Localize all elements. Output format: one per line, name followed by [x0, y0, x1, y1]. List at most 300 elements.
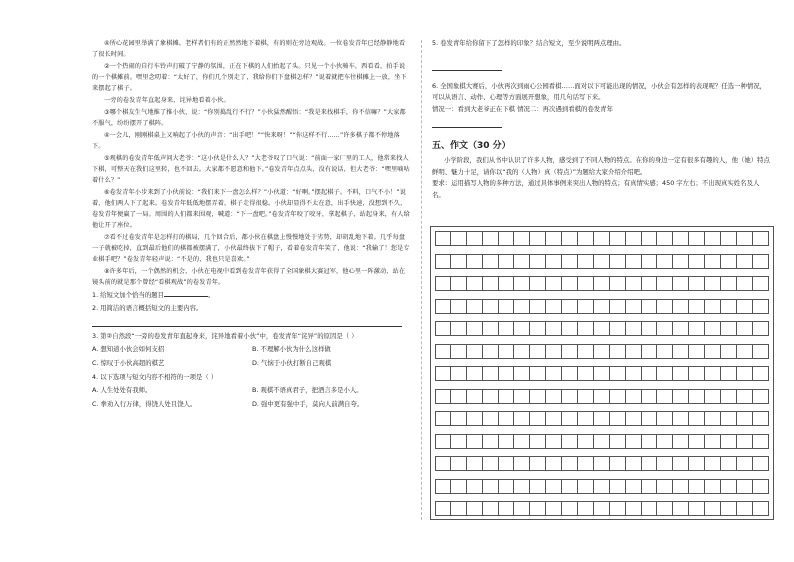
grid-cell[interactable] — [530, 411, 546, 426]
grid-cell[interactable] — [689, 344, 705, 359]
grid-cell[interactable] — [546, 456, 562, 471]
grid-cell[interactable] — [610, 434, 626, 449]
grid-cell[interactable] — [546, 501, 562, 516]
grid-row — [435, 501, 769, 516]
grid-cell[interactable] — [642, 434, 658, 449]
grid-cell[interactable] — [578, 434, 594, 449]
grid-cell[interactable] — [514, 479, 530, 494]
grid-cell[interactable] — [737, 254, 753, 269]
option-c[interactable]: C. 拳劝入行万律，得饶人处且饶人。 — [92, 400, 197, 409]
grid-cell[interactable] — [467, 389, 483, 404]
grid-cell[interactable] — [467, 366, 483, 381]
grid-cell[interactable] — [546, 321, 562, 336]
grid-cell[interactable] — [594, 321, 610, 336]
grid-cell[interactable] — [657, 389, 673, 404]
grid-cell[interactable] — [705, 366, 721, 381]
grid-cell[interactable] — [451, 344, 467, 359]
grid-cell[interactable] — [483, 321, 499, 336]
grid-cell[interactable] — [562, 276, 578, 291]
grid-cell[interactable] — [483, 411, 499, 426]
grid-cell[interactable] — [737, 321, 753, 336]
grid-cell[interactable] — [499, 299, 515, 314]
grid-cell[interactable] — [435, 411, 451, 426]
grid-cell[interactable] — [753, 389, 769, 404]
grid-cell[interactable] — [451, 411, 467, 426]
answer-line[interactable] — [432, 117, 502, 128]
grid-cell[interactable] — [626, 479, 642, 494]
grid-cell[interactable] — [562, 231, 578, 246]
grid-cell[interactable] — [737, 501, 753, 516]
grid-cell[interactable] — [626, 456, 642, 471]
grid-cell[interactable] — [626, 434, 642, 449]
grid-cell[interactable] — [483, 299, 499, 314]
option-d[interactable]: D. 气恼于小伙打断自己观棋 — [252, 359, 332, 368]
grid-cell[interactable] — [546, 276, 562, 291]
option-c[interactable]: C. 惊叹于小伙高超的棋艺 — [92, 359, 165, 368]
grid-row — [435, 321, 769, 336]
grid-cell[interactable] — [435, 344, 451, 359]
grid-cell[interactable] — [673, 456, 689, 471]
grid-cell[interactable] — [499, 321, 515, 336]
grid-cell[interactable] — [562, 299, 578, 314]
grid-cell[interactable] — [737, 344, 753, 359]
grid-cell[interactable] — [721, 389, 737, 404]
grid-cell[interactable] — [499, 366, 515, 381]
grid-cell[interactable] — [499, 456, 515, 471]
grid-cell[interactable] — [499, 276, 515, 291]
grid-cell[interactable] — [642, 276, 658, 291]
grid-cell[interactable] — [721, 254, 737, 269]
question-1-text: 1. 给短文加个恰当的题目 — [92, 291, 165, 300]
grid-row — [435, 411, 769, 426]
grid-cell[interactable] — [467, 434, 483, 449]
grid-cell[interactable] — [753, 321, 769, 336]
grid-cell[interactable] — [610, 276, 626, 291]
grid-cell[interactable] — [626, 254, 642, 269]
grid-cell[interactable] — [483, 456, 499, 471]
grid-cell[interactable] — [435, 254, 451, 269]
grid-cell[interactable] — [657, 254, 673, 269]
grid-cell[interactable] — [737, 411, 753, 426]
grid-cell[interactable] — [610, 321, 626, 336]
grid-cell[interactable] — [626, 231, 642, 246]
grid-cell[interactable] — [673, 299, 689, 314]
grid-cell[interactable] — [451, 321, 467, 336]
grid-cell[interactable] — [737, 389, 753, 404]
grid-cell[interactable] — [530, 231, 546, 246]
grid-cell[interactable] — [626, 321, 642, 336]
grid-cell[interactable] — [451, 501, 467, 516]
grid-cell[interactable] — [499, 389, 515, 404]
grid-cell[interactable] — [737, 276, 753, 291]
grid-cell[interactable] — [689, 501, 705, 516]
answer-blank[interactable] — [164, 290, 208, 297]
grid-cell[interactable] — [594, 434, 610, 449]
option-d[interactable]: D. 强中更有强中手，莫向人前满自夸。 — [252, 400, 364, 409]
grid-cell[interactable] — [610, 411, 626, 426]
grid-cell[interactable] — [530, 344, 546, 359]
grid-cell[interactable] — [673, 434, 689, 449]
grid-cell[interactable] — [705, 299, 721, 314]
grid-cell[interactable] — [737, 456, 753, 471]
grid-cell[interactable] — [530, 321, 546, 336]
grid-cell[interactable] — [673, 321, 689, 336]
grid-cell[interactable] — [546, 434, 562, 449]
grid-cell[interactable] — [673, 501, 689, 516]
grid-cell[interactable] — [451, 389, 467, 404]
grid-cell[interactable] — [657, 276, 673, 291]
grid-cell[interactable] — [467, 501, 483, 516]
grid-cell[interactable] — [642, 456, 658, 471]
grid-cell[interactable] — [451, 276, 467, 291]
grid-cell[interactable] — [753, 434, 769, 449]
grid-cell[interactable] — [753, 411, 769, 426]
grid-cell[interactable] — [499, 501, 515, 516]
grid-cell[interactable] — [705, 344, 721, 359]
grid-cell[interactable] — [689, 276, 705, 291]
grid-cell[interactable] — [610, 299, 626, 314]
grid-cell[interactable] — [705, 501, 721, 516]
grid-cell[interactable] — [642, 299, 658, 314]
grid-cell[interactable] — [594, 411, 610, 426]
grid-cell[interactable] — [514, 254, 530, 269]
grid-cell[interactable] — [626, 501, 642, 516]
grid-cell[interactable] — [514, 344, 530, 359]
grid-cell[interactable] — [753, 231, 769, 246]
grid-cell[interactable] — [673, 344, 689, 359]
grid-cell[interactable] — [642, 389, 658, 404]
grid-cell[interactable] — [673, 231, 689, 246]
grid-cell[interactable] — [578, 501, 594, 516]
grid-cell[interactable] — [705, 254, 721, 269]
grid-cell[interactable] — [673, 389, 689, 404]
grid-cell[interactable] — [483, 254, 499, 269]
grid-cell[interactable] — [467, 276, 483, 291]
grid-cell[interactable] — [546, 299, 562, 314]
grid-cell[interactable] — [514, 299, 530, 314]
grid-cell[interactable] — [514, 411, 530, 426]
grid-row — [435, 434, 769, 449]
grid-cell[interactable] — [610, 231, 626, 246]
grid-cell[interactable] — [705, 411, 721, 426]
grid-row — [435, 479, 769, 494]
grid-cell[interactable] — [673, 479, 689, 494]
grid-cell[interactable] — [451, 434, 467, 449]
grid-cell[interactable] — [657, 434, 673, 449]
grid-cell[interactable] — [673, 366, 689, 381]
grid-cell[interactable] — [467, 321, 483, 336]
grid-cell[interactable] — [689, 456, 705, 471]
grid-cell[interactable] — [642, 411, 658, 426]
grid-cell[interactable] — [610, 501, 626, 516]
grid-cell[interactable] — [642, 231, 658, 246]
grid-cell[interactable] — [642, 479, 658, 494]
grid-cell[interactable] — [594, 456, 610, 471]
grid-cell[interactable] — [562, 501, 578, 516]
grid-cell[interactable] — [451, 456, 467, 471]
grid-row — [435, 456, 769, 471]
grid-cell[interactable] — [435, 276, 451, 291]
grid-cell[interactable] — [594, 231, 610, 246]
grid-cell[interactable] — [610, 389, 626, 404]
grid-cell[interactable] — [514, 434, 530, 449]
grid-cell[interactable] — [499, 479, 515, 494]
grid-cell[interactable] — [705, 389, 721, 404]
essay-grid[interactable] — [430, 226, 774, 520]
grid-cell[interactable] — [657, 299, 673, 314]
grid-cell[interactable] — [514, 389, 530, 404]
grid-cell[interactable] — [578, 276, 594, 291]
grid-cell[interactable] — [594, 276, 610, 291]
grid-cell[interactable] — [514, 456, 530, 471]
grid-cell[interactable] — [737, 434, 753, 449]
grid-cell[interactable] — [626, 276, 642, 291]
grid-cell[interactable] — [626, 389, 642, 404]
grid-cell[interactable] — [594, 501, 610, 516]
grid-cell[interactable] — [642, 366, 658, 381]
option-a[interactable]: A. 人生处处有我师。 — [92, 386, 152, 395]
grid-cell[interactable] — [451, 299, 467, 314]
grid-cell[interactable] — [514, 276, 530, 291]
grid-cell[interactable] — [530, 389, 546, 404]
grid-cell[interactable] — [546, 344, 562, 359]
grid-cell[interactable] — [530, 479, 546, 494]
grid-cell[interactable] — [753, 344, 769, 359]
grid-cell[interactable] — [578, 366, 594, 381]
grid-cell[interactable] — [467, 254, 483, 269]
grid-cell[interactable] — [530, 299, 546, 314]
grid-cell[interactable] — [546, 389, 562, 404]
grid-cell[interactable] — [530, 366, 546, 381]
question-4-options — [92, 383, 410, 411]
grid-cell[interactable] — [594, 479, 610, 494]
grid-cell[interactable] — [467, 231, 483, 246]
grid-cell[interactable] — [467, 411, 483, 426]
grid-cell[interactable] — [483, 344, 499, 359]
option-b[interactable]: B. 观棋不语真君子，把酒言多是小人。 — [252, 386, 363, 395]
grid-cell[interactable] — [514, 231, 530, 246]
grid-cell[interactable] — [499, 434, 515, 449]
grid-cell[interactable] — [657, 456, 673, 471]
grid-cell[interactable] — [435, 389, 451, 404]
grid-cell[interactable] — [610, 456, 626, 471]
grid-cell[interactable] — [626, 299, 642, 314]
grid-cell[interactable] — [721, 276, 737, 291]
grid-cell[interactable] — [721, 344, 737, 359]
grid-cell[interactable] — [578, 411, 594, 426]
grid-cell[interactable] — [435, 366, 451, 381]
grid-cell[interactable] — [435, 321, 451, 336]
grid-cell[interactable] — [753, 501, 769, 516]
grid-cell[interactable] — [657, 231, 673, 246]
grid-cell[interactable] — [610, 344, 626, 359]
grid-cell[interactable] — [467, 479, 483, 494]
grid-cell[interactable] — [673, 276, 689, 291]
grid-cell[interactable] — [467, 456, 483, 471]
grid-cell[interactable] — [657, 411, 673, 426]
grid-cell[interactable] — [499, 344, 515, 359]
grid-cell[interactable] — [705, 456, 721, 471]
grid-cell[interactable] — [657, 321, 673, 336]
grid-cell[interactable] — [435, 231, 451, 246]
grid-cell[interactable] — [626, 411, 642, 426]
question-2-text: 2. 用简洁的语言概括短文的主要内容。 — [92, 304, 203, 313]
grid-cell[interactable] — [546, 254, 562, 269]
grid-cell[interactable] — [753, 479, 769, 494]
grid-cell[interactable] — [483, 434, 499, 449]
grid-cell[interactable] — [562, 479, 578, 494]
grid-cell[interactable] — [594, 389, 610, 404]
grid-cell[interactable] — [467, 299, 483, 314]
grid-cell[interactable] — [673, 411, 689, 426]
reading-column — [92, 38, 410, 411]
grid-cell[interactable] — [737, 299, 753, 314]
grid-row — [435, 389, 769, 404]
grid-cell[interactable] — [610, 254, 626, 269]
grid-cell[interactable] — [562, 321, 578, 336]
grid-cell[interactable] — [721, 321, 737, 336]
grid-cell[interactable] — [642, 254, 658, 269]
option-b[interactable]: B. 不理解小伙为什么这样做 — [252, 345, 331, 354]
grid-cell[interactable] — [530, 456, 546, 471]
passage-paragraph: 一旁的卷发青年直起身来，诧异地看着小伙。 — [104, 97, 230, 105]
grid-cell[interactable] — [721, 501, 737, 516]
grid-cell[interactable] — [657, 501, 673, 516]
grid-row — [435, 344, 769, 359]
grid-cell[interactable] — [689, 231, 705, 246]
grid-cell[interactable] — [642, 344, 658, 359]
grid-cell[interactable] — [721, 299, 737, 314]
grid-cell[interactable] — [546, 366, 562, 381]
grid-cell[interactable] — [689, 254, 705, 269]
grid-cell[interactable] — [483, 366, 499, 381]
grid-cell[interactable] — [562, 344, 578, 359]
grid-cell[interactable] — [721, 366, 737, 381]
grid-cell[interactable] — [721, 456, 737, 471]
grid-cell[interactable] — [483, 389, 499, 404]
passage-paragraph: ②一个热闹的自行车铃声打破了宁静的氛围，正在下棋的人们抬起了头。只见一个小伙骑车，西看看，拍手说的一个棋摊前。嘿里念叨着：“太好了，你们几个别走了，我给你们下盘棋怎样？”说着就把车往棋摊上一放，坐下来摆起了棋子。 — [92, 62, 407, 93]
grid-cell[interactable] — [562, 366, 578, 381]
grid-cell[interactable] — [467, 344, 483, 359]
grid-cell[interactable] — [483, 479, 499, 494]
grid-cell[interactable] — [705, 276, 721, 291]
grid-cell[interactable] — [483, 231, 499, 246]
grid-cell[interactable] — [705, 231, 721, 246]
grid-cell[interactable] — [562, 389, 578, 404]
grid-cell[interactable] — [626, 344, 642, 359]
grid-cell[interactable] — [657, 479, 673, 494]
grid-cell[interactable] — [689, 434, 705, 449]
grid-cell[interactable] — [451, 254, 467, 269]
grid-cell[interactable] — [578, 254, 594, 269]
grid-cell[interactable] — [483, 501, 499, 516]
grid-cell[interactable] — [705, 434, 721, 449]
grid-cell[interactable] — [689, 321, 705, 336]
grid-cell[interactable] — [689, 389, 705, 404]
grid-cell[interactable] — [578, 321, 594, 336]
grid-cell[interactable] — [753, 276, 769, 291]
grid-cell[interactable] — [673, 254, 689, 269]
grid-cell[interactable] — [435, 434, 451, 449]
grid-cell[interactable] — [530, 434, 546, 449]
grid-cell[interactable] — [689, 299, 705, 314]
answer-line[interactable] — [92, 316, 402, 327]
grid-cell[interactable] — [753, 254, 769, 269]
grid-cell[interactable] — [737, 479, 753, 494]
grid-cell[interactable] — [705, 321, 721, 336]
grid-cell[interactable] — [657, 344, 673, 359]
grid-cell[interactable] — [721, 411, 737, 426]
grid-cell[interactable] — [642, 501, 658, 516]
grid-cell[interactable] — [546, 411, 562, 426]
grid-cell[interactable] — [626, 366, 642, 381]
answer-line[interactable] — [432, 60, 502, 71]
grid-cell[interactable] — [578, 456, 594, 471]
grid-cell[interactable] — [562, 456, 578, 471]
grid-cell[interactable] — [594, 366, 610, 381]
grid-cell[interactable] — [737, 231, 753, 246]
grid-cell[interactable] — [435, 299, 451, 314]
grid-cell[interactable] — [610, 479, 626, 494]
grid-cell[interactable] — [721, 434, 737, 449]
grid-cell[interactable] — [753, 299, 769, 314]
grid-cell[interactable] — [578, 479, 594, 494]
option-a[interactable]: A. 想知道小伙会如何支招 — [92, 345, 165, 354]
grid-cell[interactable] — [435, 456, 451, 471]
grid-cell[interactable] — [642, 321, 658, 336]
grid-cell[interactable] — [514, 501, 530, 516]
grid-cell[interactable] — [737, 366, 753, 381]
grid-cell[interactable] — [578, 389, 594, 404]
grid-cell[interactable] — [451, 479, 467, 494]
grid-cell[interactable] — [689, 366, 705, 381]
grid-cell[interactable] — [546, 479, 562, 494]
grid-cell[interactable] — [562, 411, 578, 426]
grid-cell[interactable] — [499, 411, 515, 426]
grid-cell[interactable] — [451, 366, 467, 381]
grid-cell[interactable] — [530, 276, 546, 291]
grid-cell[interactable] — [514, 321, 530, 336]
grid-cell[interactable] — [578, 231, 594, 246]
grid-cell[interactable] — [657, 366, 673, 381]
grid-cell[interactable] — [610, 366, 626, 381]
grid-cell[interactable] — [451, 231, 467, 246]
grid-cell[interactable] — [499, 231, 515, 246]
grid-cell[interactable] — [483, 276, 499, 291]
grid-cell[interactable] — [562, 254, 578, 269]
grid-cell[interactable] — [499, 254, 515, 269]
grid-cell[interactable] — [721, 231, 737, 246]
grid-cell[interactable] — [530, 254, 546, 269]
grid-cell[interactable] — [578, 299, 594, 314]
grid-cell[interactable] — [594, 299, 610, 314]
grid-cell[interactable] — [435, 479, 451, 494]
grid-cell[interactable] — [689, 479, 705, 494]
grid-cell[interactable] — [435, 501, 451, 516]
grid-cell[interactable] — [594, 344, 610, 359]
grid-cell[interactable] — [578, 344, 594, 359]
grid-cell[interactable] — [753, 456, 769, 471]
grid-cell[interactable] — [546, 231, 562, 246]
grid-cell[interactable] — [514, 366, 530, 381]
grid-cell[interactable] — [689, 411, 705, 426]
grid-cell[interactable] — [594, 254, 610, 269]
grid-cell[interactable] — [562, 434, 578, 449]
grid-cell[interactable] — [753, 366, 769, 381]
grid-cell[interactable] — [530, 501, 546, 516]
grid-cell[interactable] — [705, 479, 721, 494]
grid-cell[interactable] — [721, 479, 737, 494]
